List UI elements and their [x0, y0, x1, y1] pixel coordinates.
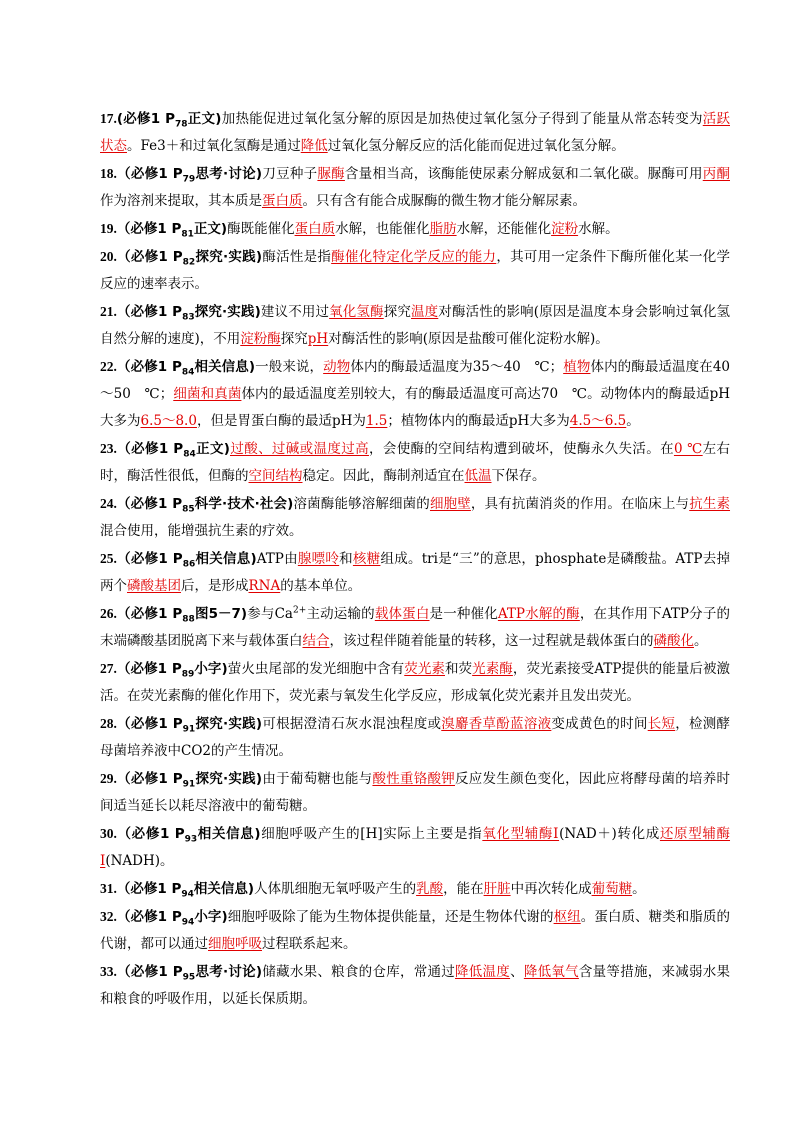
reference-section: 小字): [194, 661, 228, 677]
statement-text: 溶菌酶能够溶解细菌的: [293, 496, 430, 512]
statement-text: 的基本单位。: [280, 578, 362, 594]
statement-text: ，但是胃蛋白酶的最适pH为: [196, 413, 366, 429]
textbook-reference: [116, 441, 230, 460]
reference-book: （必修1 P: [116, 771, 183, 787]
statement-text: 下保存。: [491, 468, 546, 484]
reference-page: 95: [182, 972, 196, 983]
statement-text: 主动运输的: [306, 606, 375, 622]
textbook-reference: [116, 826, 261, 845]
answer-blank: 蛋白质: [262, 193, 303, 209]
statement-text: 水解，还能催化: [456, 221, 552, 237]
statement-text: 变成黄色的时间: [551, 716, 648, 732]
reference-section: 正文): [193, 221, 228, 237]
statement-text: 探究: [280, 331, 308, 347]
answer-blank: 6.5～8.0: [140, 413, 197, 429]
answer-blank: 植物: [563, 359, 591, 375]
question-item: [100, 765, 730, 820]
reference-section: 相关信息): [195, 551, 257, 567]
question-item: [100, 820, 730, 875]
reference-page: 88: [182, 614, 195, 625]
answer-blank: 长短: [647, 716, 676, 732]
reference-book: （必修1 P: [116, 551, 183, 567]
statement-text: 体内的酶最适温度在40～50 ℃；: [100, 359, 731, 402]
reference-page: 82: [182, 257, 196, 268]
answer-blank: RNA: [248, 578, 281, 594]
statement-text: 人体肌细胞无氧呼吸产生的: [254, 881, 417, 897]
statement-text: 体内的最适温度差别较大，有的酶最适温度可高达70 ℃。动物体内的酶最适pH大多为: [100, 386, 731, 429]
statement-text: 组成。tri是“三”的意思，phosphate是磷酸盐。ATP去掉两个: [100, 551, 731, 594]
textbook-reference: [116, 964, 263, 983]
textbook-reference: [116, 221, 228, 240]
answer-blank: 脂肪: [429, 221, 457, 237]
statement-text: 可根据澄清石灰水混浊程度或: [262, 716, 442, 732]
answer-blank: pH: [307, 331, 329, 347]
reference-section: 正文): [195, 441, 230, 457]
statement-text: 体内的酶最适温度为35～40 ℃；: [350, 359, 564, 375]
statement-text: 。: [632, 881, 646, 897]
reference-section: 探究·实践): [195, 771, 263, 787]
answer-blank: 氧化型辅酶Ⅰ: [482, 826, 560, 842]
answer-blank: 降低温度: [455, 964, 511, 980]
question-item: [100, 545, 730, 600]
reference-book: （必修1 P: [116, 716, 183, 732]
statement-text: 。: [694, 633, 708, 649]
reference-book: （必修1 P: [116, 166, 183, 182]
answer-blank: 核糖: [352, 551, 381, 567]
reference-page: 86: [182, 559, 196, 570]
superscript-text: 2+: [292, 605, 307, 616]
statement-text: ，其可用一定条件下酶所催化某一化学反应的速率表示。: [100, 249, 731, 292]
statement-text: 后，是形成: [181, 578, 249, 594]
question-number: 20.: [100, 249, 117, 264]
textbook-reference: [116, 304, 261, 323]
statement-text: 过氧化氢分解反应的活化能而促进过氧化氢分解。: [327, 138, 625, 154]
question-list: [100, 105, 730, 1013]
reference-book: （必修1 P: [116, 249, 183, 265]
statement-text: ，会使酶的空间结构遭到破坏，使酶永久失活。在: [368, 441, 674, 457]
answer-blank: ATP水解的酶: [497, 606, 580, 622]
textbook-reference: [116, 881, 255, 900]
answer-blank: 活跃状态: [100, 111, 730, 154]
question-number: 21.: [100, 304, 117, 319]
answer-blank: 蛋白质: [294, 221, 336, 237]
reference-book: （必修1 P: [116, 359, 182, 375]
statement-text: ，能在: [443, 881, 484, 897]
statement-text: 。: [626, 413, 640, 429]
reference-section: 探究·实践): [195, 249, 263, 265]
textbook-reference: [116, 661, 228, 680]
answer-blank: 腺嘌呤: [297, 551, 340, 567]
answer-blank: 葡萄糖: [591, 881, 633, 897]
textbook-reference: [116, 606, 248, 625]
statement-text: 、: [510, 964, 524, 980]
answer-blank: 脲酶: [317, 166, 345, 182]
statement-text: 含量等措施，来减弱水果和粮食的呼吸作用，以延长保质期。: [100, 964, 731, 1007]
reference-book: （必修1 P: [116, 826, 185, 842]
statement-text: ATP由: [256, 551, 298, 567]
answer-blank: 酸性重铬酸钾: [372, 771, 456, 787]
reference-book: （必修1 P: [116, 304, 183, 320]
question-number: 31.: [100, 881, 117, 896]
statement-text: 含量相当高，该酶能使尿素分解成氨和二氧化碳。脲酶可用: [344, 166, 703, 182]
statement-text: (NADH)。: [105, 853, 174, 869]
question-item: [100, 490, 730, 545]
reference-page: 93: [184, 834, 198, 845]
reference-page: 79: [182, 174, 196, 185]
statement-text: (NAD＋)转化成: [559, 826, 660, 842]
reference-book: （必修1 P: [116, 881, 182, 897]
statement-text: 。蛋白质、糖类和脂质的代谢，都可以通过: [100, 909, 731, 952]
answer-blank: 磷酸化: [653, 633, 694, 649]
question-item: [100, 600, 730, 655]
reference-section: 相关信息): [193, 881, 255, 897]
statement-text: 中再次转化成: [510, 881, 592, 897]
answer-blank: 丙酮: [702, 166, 730, 182]
statement-text: 萤火虫尾部的发光细胞中含有: [227, 661, 405, 677]
statement-text: 建议不用过: [260, 304, 330, 320]
question-item: [100, 215, 730, 243]
reference-page: 91: [182, 724, 196, 735]
answer-blank: 光素酶: [472, 661, 513, 677]
answer-blank: 降低: [300, 138, 328, 154]
reference-book: （必修1 P: [116, 909, 182, 925]
statement-text: 稳定。因此，酶制剂适宜在: [302, 468, 465, 484]
reference-page: 81: [181, 229, 194, 240]
statement-text: 细胞呼吸产生的[H]实际上主要是指: [260, 826, 483, 842]
answer-blank: 细胞呼吸: [208, 936, 262, 952]
reference-book: （必修1 P: [116, 606, 183, 622]
question-item: [100, 243, 730, 298]
answer-blank: 降低氧气: [523, 964, 579, 980]
statement-text: 加热能促进过氧化氢分解的原因是加热使过氧化氢分子得到了能量从常态转变为: [221, 111, 703, 127]
reference-section: 思考·讨论): [195, 166, 263, 182]
question-item: [100, 710, 730, 765]
question-number: 26.: [100, 606, 117, 621]
statement-text: ，荧光素接受ATP提供的能量后被激活。在荧光素酶的催化作用下，荧光素与氧发生化学反应，形成氧化荧光素并且发出荧光。: [100, 661, 731, 704]
answer-blank: 空间结构: [248, 468, 303, 484]
question-item: [100, 655, 730, 710]
question-item: [100, 160, 730, 215]
textbook-reference: [116, 359, 256, 378]
reference-page: 83: [182, 312, 195, 323]
answer-blank: 细菌和真菌: [173, 386, 242, 402]
question-number: 28.: [100, 716, 117, 731]
answer-blank: 载体蛋白: [374, 606, 430, 622]
question-number: 17.: [100, 111, 117, 126]
answer-blank: 淀粉酶: [240, 331, 281, 347]
question-number: 24.: [100, 496, 117, 511]
statement-text: 酶活性是指: [262, 249, 332, 265]
answer-blank: 0 ℃: [673, 441, 703, 457]
question-number: 25.: [100, 551, 117, 566]
answer-blank: 荧光素: [404, 661, 445, 677]
reference-page: 84: [183, 449, 196, 460]
statement-text: ；植物体内的酶最适pH大多为: [387, 413, 570, 429]
statement-text: 和: [339, 551, 353, 567]
reference-page: 78: [175, 119, 188, 130]
textbook-reference: [116, 909, 228, 928]
statement-text: ，具有抗菌消炎的作用。在临床上与: [470, 496, 690, 512]
reference-page: 94: [181, 889, 194, 900]
answer-blank: 氧化氢酶: [329, 304, 384, 320]
reference-section: 正文): [187, 111, 222, 127]
textbook-reference: [116, 771, 263, 790]
statement-text: 作为溶剂来提取，其本质是: [100, 193, 262, 209]
statement-text: 一般来说，: [255, 359, 324, 375]
answer-blank: 淀粉: [551, 221, 579, 237]
question-number: 27.: [100, 661, 117, 676]
statement-text: 酶既能催化: [227, 221, 295, 237]
reference-section: 图5－7): [194, 606, 248, 622]
textbook-reference: [116, 551, 257, 570]
reference-section: 思考·讨论): [195, 964, 263, 980]
reference-book: （必修1 P: [116, 496, 183, 512]
statement-text: 反应发生颜色变化，因此应将酵母菌的培养时间适当延长以耗尽溶液中的葡萄糖。: [100, 771, 730, 814]
reference-book: （必修1 P: [116, 441, 184, 457]
reference-section: 相关信息): [197, 826, 261, 842]
question-number: 18.: [100, 166, 117, 181]
answer-blank: 酶催化特定化学反应的能力: [331, 249, 497, 265]
question-number: 30.: [100, 826, 117, 841]
reference-section: 探究·实践): [195, 716, 263, 732]
question-number: 22.: [100, 359, 117, 374]
statement-text: ，检测酵母菌培养液中CO2的产生情况。: [100, 716, 731, 759]
question-item: [100, 875, 730, 903]
statement-text: 由于葡萄糖也能与: [262, 771, 373, 787]
question-item: [100, 298, 730, 353]
reference-page: 89: [181, 669, 195, 680]
statement-text: 储藏水果、粮食的仓库，常通过: [262, 964, 456, 980]
answer-blank: 溴麝香草酚蓝溶液: [441, 716, 552, 732]
answer-blank: 枢纽: [553, 909, 581, 925]
reference-page: 91: [182, 779, 196, 790]
answer-blank: 1.5: [365, 413, 388, 429]
statement-text: 是一种催化: [429, 606, 498, 622]
reference-page: 84: [181, 367, 195, 378]
reference-page: 94: [181, 917, 195, 928]
statement-text: 细胞呼吸除了能为生物体提供能量，还是生物体代谢的: [227, 909, 554, 925]
statement-text: 探究: [383, 304, 411, 320]
reference-book: (必修1 P: [116, 111, 176, 127]
reference-section: 小字): [194, 909, 228, 925]
reference-book: （必修1 P: [116, 221, 182, 237]
answer-blank: 肝脏: [483, 881, 511, 897]
statement-text: 水解，也能催化: [335, 221, 430, 237]
answer-blank: 细胞壁: [429, 496, 471, 512]
answer-blank: 过酸、过碱或温度过高: [229, 441, 369, 457]
answer-blank: 4.5～6.5: [569, 413, 627, 429]
textbook-reference: [116, 496, 294, 515]
question-number: 23.: [100, 441, 117, 456]
reference-page: 85: [182, 504, 195, 515]
answer-blank: 低温: [464, 468, 492, 484]
question-item: [100, 958, 730, 1013]
reference-section: 相关信息): [194, 359, 256, 375]
question-item: [100, 435, 730, 490]
question-number: 29.: [100, 771, 117, 786]
statement-text: 过程联系起来。: [262, 936, 357, 952]
statement-text: 。只有含有能合成脲酶的微生物才能分解尿素。: [302, 193, 586, 209]
question-item: [100, 903, 730, 958]
statement-text: ，该过程伴随着能量的转移，这一过程就是载体蛋白的: [329, 633, 654, 649]
question-item: [100, 105, 730, 160]
statement-text: 左右时，酶活性很低，但酶的: [100, 441, 731, 484]
reference-section: 科学·技术·社会): [194, 496, 294, 512]
question-number: 19.: [100, 221, 117, 236]
statement-text: 参与Ca: [247, 606, 293, 622]
statement-text: 和荧: [444, 661, 473, 677]
statement-text: 水解。: [578, 221, 619, 237]
answer-blank: 磷酸基团: [127, 578, 181, 594]
textbook-reference: [116, 716, 263, 735]
question-number: 32.: [100, 909, 117, 924]
textbook-reference: [116, 111, 222, 130]
reference-section: 探究·实践): [194, 304, 261, 320]
statement-text: 对酶活性的影响(原因是温度本身会影响过氧化氢自然分解的速度)，不用: [100, 304, 731, 347]
statement-text: 混合使用，能增强抗生素的疗效。: [100, 523, 303, 539]
reference-book: （必修1 P: [116, 661, 182, 677]
textbook-reference: [116, 249, 263, 268]
textbook-reference: [116, 166, 263, 185]
reference-book: （必修1 P: [116, 964, 183, 980]
answer-blank: 动物: [323, 359, 351, 375]
statement-text: 。Fe3＋和过氧化氢酶是通过: [127, 138, 301, 154]
answer-blank: 结合: [302, 633, 330, 649]
statement-text: 对酶活性的影响(原因是盐酸可催化淀粉水解)。: [328, 331, 609, 347]
answer-blank: 抗生素: [689, 496, 731, 512]
question-number: 33.: [100, 964, 117, 979]
answer-blank: 乳酸: [416, 881, 444, 897]
answer-blank: 还原型辅酶Ⅰ: [100, 826, 731, 869]
answer-blank: 温度: [411, 304, 439, 320]
question-item: [100, 353, 730, 435]
statement-text: 刀豆种子: [262, 166, 318, 182]
statement-text: ，在其作用下ATP分子的末端磷酸基团脱离下来与载体蛋白: [100, 606, 731, 649]
